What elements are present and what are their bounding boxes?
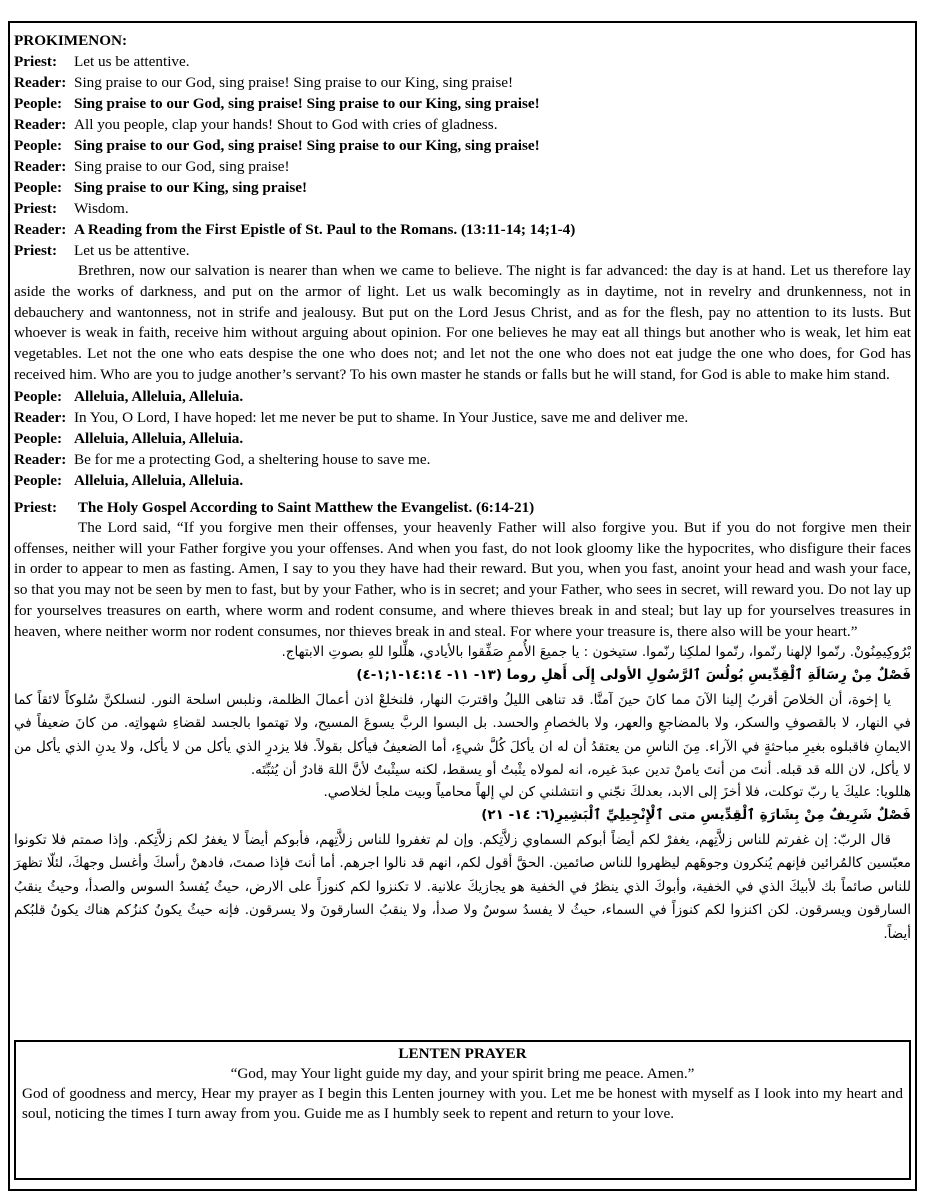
prokimenon-line bbox=[14, 156, 911, 177]
speaker-label: People: bbox=[14, 471, 63, 489]
line-text: Sing praise to our King, sing praise! bbox=[74, 179, 308, 196]
line-text: Be for me a protecting God, a sheltering house to save me. bbox=[74, 450, 431, 468]
prokimenon-line bbox=[14, 72, 911, 93]
prokimenon-line bbox=[14, 114, 911, 135]
prokimenon-heading: PROKIMENON: bbox=[14, 32, 128, 49]
line-text: Wisdom. bbox=[74, 200, 129, 217]
alleluia-line bbox=[14, 449, 911, 470]
lenten-prayer-box bbox=[14, 1040, 911, 1180]
speaker-label: Priest: bbox=[14, 53, 58, 70]
prokimenon-line bbox=[14, 177, 911, 198]
line-text: A Reading from the First Epistle of St. Paul to the Romans. (13:11-14; 14;1-4) bbox=[74, 221, 576, 238]
speaker-label: People: bbox=[14, 179, 63, 196]
lenten-prayer-title: LENTEN PRAYER bbox=[398, 1045, 527, 1062]
prokimenon-line bbox=[14, 219, 911, 240]
epistle-text: Brethren, now our salvation is nearer than when we came to believe. The night is far advanced: the day is at hand. Let us therefore lay aside the works of darkness, and put on the armor of light. Let us walk becomingly as in daytime, not in revelry and drunkenness, not in debauchery and wantonness, not in strife and jealousy. But put on the Lord Jesus Christ, and as for the flesh, pay no attention to its lusts. But whoever is weak in faith, receive him without arguing about opinion. For one believes he may eat all things but another who is weak, let him eat vegetables. Let not the one who eats despise the one who does not; and let not the one who does not eat judge the one who does, for God has received him. Who are you to judge another’s servant? To his own master he stands or falls but he will stand, for God is able to make him stand. bbox=[14, 262, 911, 383]
line-text: Sing praise to our God, sing praise! bbox=[74, 158, 290, 175]
arabic-epistle-heading: فَصْلٌ مِنْ رِسَالَةِ ٱلْقِدِّيسِ بُولُسَ ٱلرَّسُولِ الأولى إِلَى أَهلِ روما (١٣- ١١- ١٤:١٤-١;١-٤) bbox=[356, 666, 911, 683]
prokimenon-line bbox=[14, 198, 911, 219]
gospel-heading: The Holy Gospel According to Saint Matthew the Evangelist. (6:14-21) bbox=[77, 498, 535, 516]
arabic-prokimenon: بْرُوكِيمِنُونْ. رنّموا لإلهنا رنّموا، رنّموا لملكِنا رنّموا. ستيخون : يا جميعَ الأُممِ صَفِّقوا بالأيادي، هلِّلوا للهِ بصوتِ الابتهاج. bbox=[281, 643, 911, 660]
speaker-label: People: bbox=[14, 429, 63, 447]
arabic-gospel-heading: فَصْلٌ شَرِيفٌ مِنْ بِشَارَةِ ٱلْقِدِّيسِ متى ٱلْإِنْجِيلِيِّ ٱلْبَشِيرِ(٦: ١٤- ٢١) bbox=[481, 806, 911, 823]
alleluia-line bbox=[14, 470, 911, 491]
line-text: Sing praise to our God, sing praise! Sing praise to our King, sing praise! bbox=[74, 95, 540, 112]
arabic-gospel-text: قال الربّ: إن غفرتم للناس زلاَّتِهم، يغفرْ لكم أيضاً أبوكم السماوي زلاَّتِكم. وإن لم تغفروا للناس زلاَّتِهم، فأبوكم أيضاً لا يغفرُ لكم زلاَّتِكم. وإذا صمتم فلا تكونوا معبّسين كالمُرائين فإنهم يُنكرون وجوهَهم ليظهروا للناس صائمين. الحقَّ أقول لكم، انهم قد نالوا اجرهم. أما أنتَ فإذا صمتَ، فادهنْ رأسكَ وأغسل وجهكَ، لئلّا تظهرَ للناس صائماً بك لأبيكَ الذي في الخفية، وأبوكَ الذي ينظرُ في الخفية هو يجازيكَ علانية. لا تكنزوا لكم كنوزاً على الارض، حيثُ يُفسدُ السوس والصدأ، وحيثُ ينقبُ السارقون ويسرقون. لكن اكنزوا لكم كنوزاً في السماء، حيثُ لا يفسدُ سوسٌ ولا صدأ، ولا ينقبُ السارقونَ ولا يسرقون. فإنه حيثُ يكونُ كنزُكم هناك يكونُ قلبُكم أيضاً. bbox=[14, 831, 911, 942]
line-text: All you people, clap your hands! Shout to God with cries of gladness. bbox=[74, 116, 498, 133]
prokimenon-line bbox=[14, 51, 911, 72]
arabic-alleluia: هللويا: عليكَ يا ربّ توكلت، فلا أخزَ إلى الابد، بعدلكَ نجّني و انتشلني كن لي إلهاً محامياً وبيت ملجأ لخلاصي. bbox=[323, 783, 911, 800]
prokimenon-line bbox=[14, 93, 911, 114]
line-text: In You, O Lord, I have hoped: let me never be put to shame. In Your Justice, save me and deliver me. bbox=[74, 408, 689, 426]
prokimenon-line bbox=[14, 135, 911, 156]
lenten-prayer-quote: “God, may Your light guide my day, and your spirit bring me peace. Amen.” bbox=[230, 1065, 695, 1082]
speaker-label: People: bbox=[14, 95, 63, 112]
line-text: Sing praise to our God, sing praise! Sing praise to our King, sing praise! bbox=[74, 74, 514, 91]
speaker-label: People: bbox=[14, 387, 63, 405]
gospel-text: The Lord said, “If you forgive men their offenses, your heavenly Father will also forgive you. But if you do not forgive men their offenses, neither will your Father forgive you your offenses. And when you fast, do not look gloomy like the hypocrites, who disfigure their faces in order to appear to men as fasting. Amen, I say to you they have had their reward. But you, when you fast, anoint your head and wash your face, so that you may not be seen by men to fast, but by your Father, who is in secret; and your Father, who sees in secret, will reward you. Do not lay up for yourselves treasures on earth, where worm and rodent consume, and where thieves break in and steal; but lay up for yourselves treasures in heaven, where neither worm nor rodent consumes, nor thieves break in and steal. For where your treasure is, there also will be your heart.” bbox=[14, 518, 911, 640]
speaker-label: Reader: bbox=[14, 221, 67, 238]
alleluia-line bbox=[14, 428, 911, 449]
speaker-label: Reader: bbox=[14, 74, 67, 91]
arabic-epistle-text: يا إخوة، أن الخلاصَ أقربُ إلينا الآنَ مما كانَ حينَ آمنَّا. قد تناهى الليلُ واقتربَ النهار، فلنخلعْ اذن أعمالَ الظلمة، ونلبس اسلحة النور. لنسلكنَّ سُلوكاً لائقاً كما في النهار، لا بالقصوفِ والسكر، ولا بالمضاجعِ والعهر، ولا بالخصامِ والحسد. بل البسوا الربَّ يسوعَ المسيح، ولا تهتموا بالجسد لقضاءِ شهواتِه. من كانَ ضعيفاً في الايمانِ فاقبلوه بغيرِ مباحثةٍ في الآراء. مِنَ الناسِ من يعتقدُ أن له ان يأكلَ كُلَّ شيءٍ، أما الضعيفُ فيأكل بقولاً. فلا يزدرِ الذي يأكل من لا يأكل، ولا يدنِ الذي يأكل من لا يأكل، لان الله قد قبله. أنتَ من أنتَ يامنْ تدين عبدَ غيره، انه لمولاه يثْبتُ أو يسقط، لكنه سيثْبتُ لأنَّ اللهَ قادرٌ أن يُثبِّتَه. bbox=[14, 691, 911, 779]
speaker-label: Reader: bbox=[14, 408, 67, 426]
gospel-heading-line bbox=[14, 497, 911, 518]
alleluia-dialogue bbox=[14, 386, 911, 491]
speaker-label: Reader: bbox=[14, 116, 67, 133]
alleluia-line bbox=[14, 386, 911, 407]
line-text: Let us be attentive. bbox=[74, 53, 190, 70]
liturgy-content bbox=[14, 30, 911, 946]
speaker-label: Priest: bbox=[14, 200, 58, 217]
prokimenon-line bbox=[14, 240, 911, 261]
line-text: Alleluia, Alleluia, Alleluia. bbox=[74, 471, 244, 489]
speaker-label: Reader: bbox=[14, 158, 67, 175]
line-text: Let us be attentive. bbox=[74, 242, 190, 259]
line-text: Sing praise to our God, sing praise! Sing praise to our King, sing praise! bbox=[74, 137, 540, 154]
line-text: Alleluia, Alleluia, Alleluia. bbox=[74, 429, 244, 447]
prokimenon-dialogue bbox=[14, 51, 911, 261]
alleluia-line bbox=[14, 407, 911, 428]
line-text: Alleluia, Alleluia, Alleluia. bbox=[74, 387, 244, 405]
gospel-speaker: Priest: bbox=[14, 498, 58, 516]
lenten-prayer-text: God of goodness and mercy, Hear my prayer as I begin this Lenten journey with you. Let me be honest with myself as I look into my heart and soul, noticing the times I turn away from you. Guide me as I humbly seek to repent and return to your love. bbox=[22, 1085, 903, 1122]
speaker-label: People: bbox=[14, 137, 63, 154]
speaker-label: Priest: bbox=[14, 242, 58, 259]
speaker-label: Reader: bbox=[14, 450, 67, 468]
